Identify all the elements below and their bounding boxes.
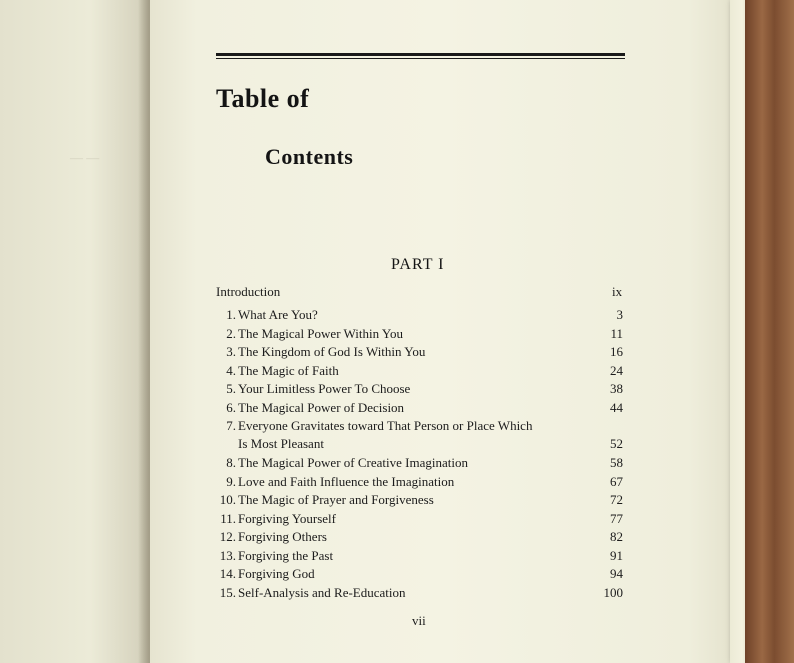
wood-surface	[745, 0, 794, 663]
toc-entry	[216, 511, 624, 529]
chapter-title: Forgiving the Past	[238, 547, 334, 563]
chapter-number: 14.	[219, 566, 236, 581]
chapter-page: 38	[610, 381, 623, 396]
toc-entry	[216, 585, 624, 603]
chapter-page: 3	[616, 307, 623, 322]
chapter-page: 82	[610, 529, 623, 544]
chapter-page: 58	[610, 455, 623, 470]
chapter-number: 7.	[226, 418, 236, 433]
chapter-title: The Magical Power of Creative Imagination	[238, 455, 468, 470]
toc-entry	[216, 474, 624, 492]
chapter-page: 16	[610, 344, 623, 359]
chapter-title: Love and Faith Influence the Imagination	[238, 473, 455, 489]
chapter-page: 94	[610, 566, 623, 581]
chapter-title: What Are You?	[238, 307, 318, 322]
chapter-page: 11	[610, 325, 623, 341]
left-page	[0, 0, 150, 663]
introduction-label: Introduction	[216, 284, 281, 299]
chapter-page: 67	[610, 473, 623, 489]
chapter-title: Your Limitless Power To Choose	[238, 381, 411, 396]
toc-entry	[216, 548, 624, 566]
introduction-page: ix	[612, 284, 623, 299]
chapter-title: The Magical Power Within You	[238, 325, 403, 341]
toc-entry	[216, 344, 624, 362]
bleed-through-text: — —	[70, 150, 100, 165]
chapter-page: 72	[610, 492, 623, 507]
chapter-page: 24	[610, 362, 623, 378]
chapter-title: The Magical Power of Decision	[238, 399, 405, 415]
chapter-page: 44	[610, 399, 623, 415]
chapter-page: 91	[610, 547, 623, 563]
header-rule-thick	[216, 53, 625, 56]
chapter-title: Everyone Gravitates toward That Person or Place Which	[238, 418, 533, 433]
chapter-number: 8.	[226, 455, 236, 470]
toc-entry	[216, 307, 624, 325]
page-folio: vii	[412, 613, 426, 628]
chapter-number: 11.	[220, 510, 236, 526]
toc-entry	[216, 529, 624, 547]
chapter-number: 15.	[219, 584, 236, 600]
header-rule-thin	[216, 58, 625, 59]
chapter-number: 13.	[219, 547, 236, 563]
chapter-title: Forgiving Others	[238, 529, 327, 544]
toc-title-line2: Contents	[265, 144, 354, 169]
part-heading: PART I	[391, 256, 445, 273]
chapter-number: 5.	[226, 381, 236, 396]
toc-title-line1: Table of	[216, 84, 310, 113]
chapter-number: 1.	[226, 307, 236, 322]
toc-entry	[216, 418, 624, 451]
toc-entry	[216, 381, 624, 399]
chapter-page: 77	[610, 510, 623, 526]
chapter-number: 12.	[219, 529, 236, 544]
chapter-number: 3.	[226, 344, 236, 359]
chapter-title: Forgiving Yourself	[238, 510, 337, 526]
chapter-number: 4.	[226, 362, 236, 378]
toc-entry	[216, 455, 624, 473]
toc-entry	[216, 492, 624, 510]
toc-entry	[216, 400, 624, 418]
chapter-number: 2.	[226, 325, 236, 341]
chapter-title: The Magic of Faith	[238, 362, 339, 378]
chapter-title: Self-Analysis and Re-Education	[238, 584, 406, 600]
chapter-title: Forgiving God	[238, 566, 315, 581]
toc-entry	[216, 566, 624, 584]
toc-entry	[216, 363, 624, 381]
chapter-number: 6.	[226, 399, 236, 415]
toc-entry	[216, 326, 624, 344]
chapter-number: 10.	[219, 492, 236, 507]
chapter-page: 52	[610, 436, 623, 451]
chapter-number: 9.	[226, 473, 236, 489]
chapter-title: The Magic of Prayer and Forgiveness	[238, 492, 434, 507]
chapter-page: 100	[603, 584, 623, 600]
chapter-title-continuation: Is Most Pleasant	[238, 436, 324, 451]
chapter-title: The Kingdom of God Is Within You	[238, 344, 426, 359]
